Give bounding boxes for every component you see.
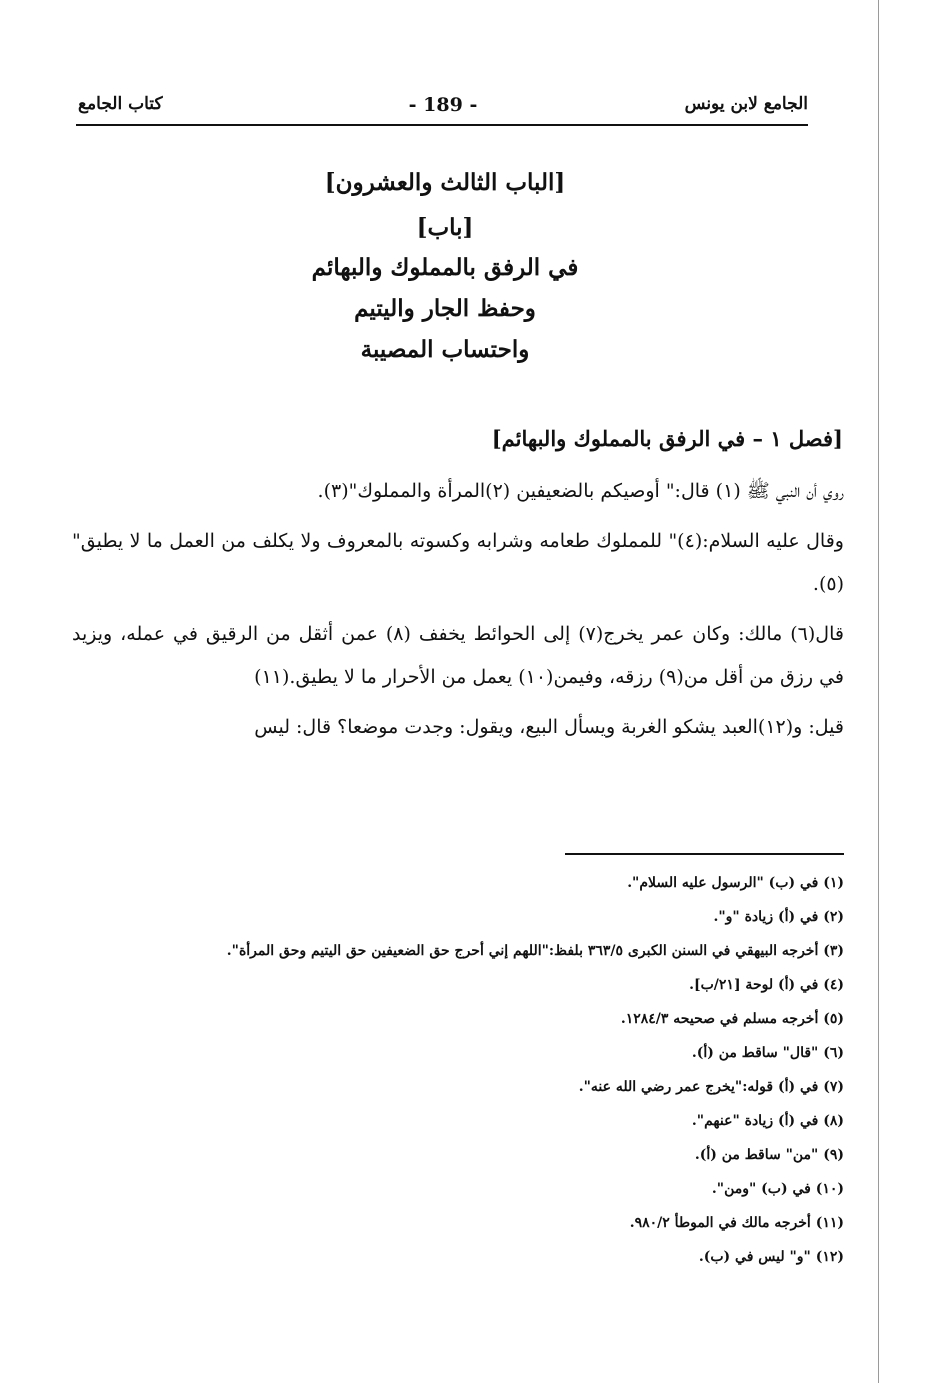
chapter-title: [الباب الثالث والعشرون] bbox=[324, 169, 566, 196]
chapter-title-block bbox=[160, 162, 730, 370]
footnote: (٤) في (أ) لوحة [٢١/ب]. bbox=[689, 977, 844, 993]
footnote: (٢) في (أ) زيادة "و". bbox=[713, 909, 844, 925]
title-line-1: في الرفق بالمملوك والبهائم bbox=[311, 254, 579, 281]
footnote: (٣) أخرجه البيهقي في السنن الكبرى ٣٦٣/٥ بلفظ:"اللهم إني أحرج حق الضعيفين حق اليتيم وحق المرأة". bbox=[226, 943, 844, 959]
running-header bbox=[78, 92, 808, 122]
paragraph: قال(٦) مالك: وكان عمر يخرج(٧) إلى الحوائط يخفف (٨) عمن أثقل من الرقيق في عمله، ويزيد في رزق من أقل من(٩) رزقه، وفيمن(١٠) يعمل من الأحرار ما لا يطيق.(١١) bbox=[72, 623, 844, 688]
footnote: (١١) أخرجه مالك في الموطأ ٩٨٠/٢. bbox=[629, 1215, 844, 1231]
page-edge-line bbox=[878, 0, 879, 1383]
header-book-title: الجامع لابن يونس bbox=[684, 94, 808, 114]
title-line-3: واحتساب المصيبة bbox=[360, 336, 530, 363]
footnote: (٩) "من" ساقط من (أ). bbox=[694, 1147, 844, 1163]
footnote: (٧) في (أ) قوله:"يخرج عمر رضي الله عنه". bbox=[578, 1079, 844, 1095]
header-section-title: كتاب الجامع bbox=[78, 94, 163, 114]
footnote: (١) في (ب) "الرسول عليه السلام". bbox=[627, 875, 844, 891]
section-heading: [فصل ١ – في الرفق بالمملوك والبهائم] bbox=[491, 426, 843, 451]
paragraph: وقال عليه السلام:(٤)" للمملوك طعامه وشرابه وكسوته بالمعروف ولا يكلف من العمل ما لا يطيق"(٥). bbox=[72, 530, 844, 595]
footnote: (٨) في (أ) زيادة "عنهم". bbox=[691, 1113, 844, 1129]
bab-label: [باب] bbox=[416, 214, 474, 241]
footnote: (٥) أخرجه مسلم في صحيحه ١٢٨٤/٣. bbox=[620, 1011, 844, 1027]
footnotes bbox=[100, 866, 844, 1274]
header-rule bbox=[76, 124, 808, 126]
paragraph: روي أن النبي ﷺ (١) قال:" أوصيكم بالضعيفين (٢)المرأة والمملوك"(٣). bbox=[317, 480, 844, 502]
title-line-2: وحفظ الجار واليتيم bbox=[354, 295, 536, 322]
paragraph: قيل: و(١٢)العبد يشكو الغربة ويسأل البيع، ويقول: وجدت موضعا؟ قال: ليس bbox=[254, 716, 844, 738]
footnote: (٦) "قال" ساقط من (أ). bbox=[691, 1045, 844, 1061]
footnote: (١٢) "و" ليس في (ب). bbox=[698, 1249, 844, 1265]
footnote: (١٠) في (ب) "ومن". bbox=[711, 1181, 844, 1197]
footnote-separator bbox=[565, 853, 844, 855]
body-text bbox=[72, 470, 844, 756]
page-number: - 189 - bbox=[408, 94, 478, 116]
